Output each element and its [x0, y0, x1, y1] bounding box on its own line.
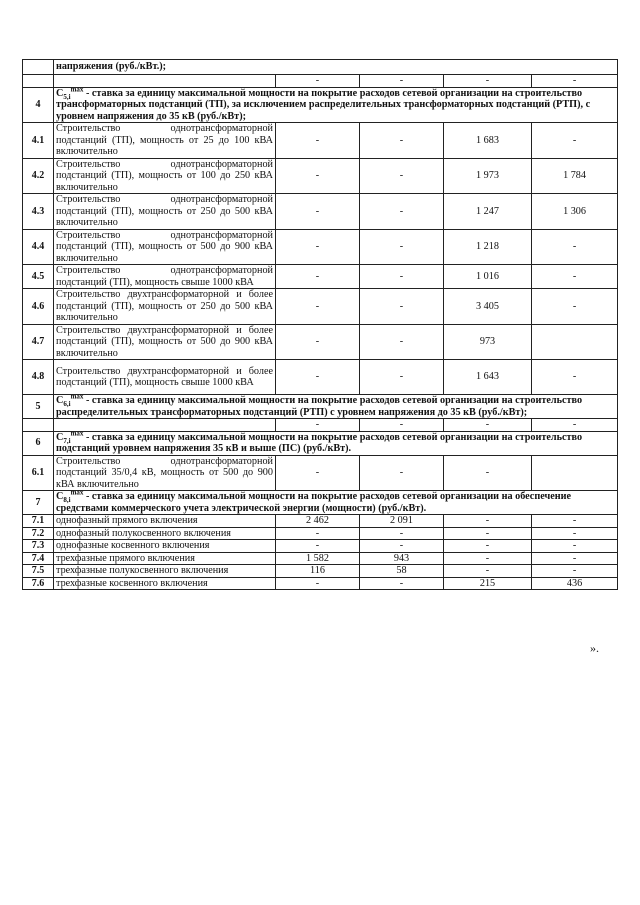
value-cell: -	[360, 527, 444, 540]
value-cell: 2 462	[276, 515, 360, 528]
top-header-text: напряжения (руб./кВт.);	[54, 60, 618, 75]
value-cell: -	[276, 194, 360, 230]
row-description: Строительство однотрансформаторной подстанций (ТП), мощность от 25 до 100 кВА включительно	[54, 123, 276, 159]
value-cell: -	[360, 265, 444, 289]
section-description: - ставка за единицу максимальной мощности на покрытие расходов сетевой организации на строительство распределительных трансформаторных подстанций (РТП) с уровнем напряжения до 35 кВ (руб./кВт);	[56, 395, 583, 418]
dash-row	[23, 419, 618, 432]
desc-cell	[54, 75, 276, 88]
value-cell: -	[532, 540, 618, 553]
row-description: Строительство двухтрансформаторной и более подстанций (ТП), мощность от 500 до 900 кВА включительно	[54, 324, 276, 360]
value-cell: 1 973	[444, 158, 532, 194]
value-cell: -	[276, 419, 360, 432]
value-cell: -	[444, 565, 532, 578]
value-cell: 973	[444, 324, 532, 360]
value-cell: 1 683	[444, 123, 532, 159]
closing-quote-mark: ».	[590, 641, 599, 655]
table-row	[23, 515, 618, 528]
table-row	[23, 540, 618, 553]
value-cell: 1 247	[444, 194, 532, 230]
table-row	[23, 289, 618, 325]
value-cell: -	[360, 540, 444, 553]
value-cell: -	[444, 75, 532, 88]
value-cell: 58	[360, 565, 444, 578]
section-header-text	[54, 87, 618, 123]
row-description: трехфазные полукосвенного включения	[54, 565, 276, 578]
rate-symbol-superscript: max	[70, 431, 84, 438]
rate-symbol-superscript: max	[70, 87, 84, 94]
row-number: 4.4	[23, 229, 54, 265]
value-cell: 3 405	[444, 289, 532, 325]
section-header-text	[54, 431, 618, 455]
value-cell: -	[360, 158, 444, 194]
table-row	[23, 194, 618, 230]
row-description: однофазный полукосвенного включения	[54, 527, 276, 540]
rate-symbol-base: C	[56, 87, 64, 99]
section-header-text	[54, 395, 618, 419]
value-cell: 2 091	[360, 515, 444, 528]
rate-symbol-subscript: 5,i	[63, 92, 71, 101]
table-row	[23, 565, 618, 578]
section-header-text	[54, 491, 618, 515]
value-cell: -	[532, 289, 618, 325]
rate-symbol	[56, 88, 83, 99]
desc-cell	[54, 419, 276, 432]
row-description: Строительство однотрансформаторной подстанций (ТП), мощность от 100 до 250 кВА включительно	[54, 158, 276, 194]
section-description: - ставка за единицу максимальной мощности на покрытие расходов сетевой организации на обеспечение средствами коммерческого учета электрической энергии (мощности) (руб./кВт).	[56, 491, 571, 514]
value-cell: 116	[276, 565, 360, 578]
value-cell: 1 582	[276, 552, 360, 565]
row-description: однофазные косвенного включения	[54, 540, 276, 553]
row-number: 7.5	[23, 565, 54, 578]
table-row	[23, 360, 618, 395]
table-row	[23, 229, 618, 265]
row-number-cell	[23, 75, 54, 88]
dash-row	[23, 75, 618, 88]
value-cell: -	[276, 265, 360, 289]
row-number: 6.1	[23, 455, 54, 491]
row-number: 7.3	[23, 540, 54, 553]
section-header-row	[23, 491, 618, 515]
rate-symbol	[56, 490, 84, 505]
row-description: Строительство однотрансформаторной подстанций (ТП), мощность от 500 до 900 кВА включительно	[54, 229, 276, 265]
rate-symbol-base: C	[56, 395, 64, 406]
value-cell: -	[444, 515, 532, 528]
row-description: Строительство однотрансформаторной подстанций (ТП), мощность от 250 до 500 кВА включительно	[54, 194, 276, 230]
value-cell: -	[444, 540, 532, 553]
row-number: 7.2	[23, 527, 54, 540]
row-description: трехфазные прямого включения	[54, 552, 276, 565]
table-row	[23, 455, 618, 491]
tariff-table-body	[23, 60, 618, 590]
row-number: 7.1	[23, 515, 54, 528]
value-cell: -	[444, 552, 532, 565]
value-cell: 943	[360, 552, 444, 565]
rate-symbol	[56, 432, 83, 443]
value-cell: -	[532, 360, 618, 395]
section-description: - ставка за единицу максимальной мощности на покрытие расходов сетевой организации на строительство трансформаторных подстанций (ТП), за исключением распределительных трансформаторных подстанций (РТП), с уровнем напряжения до 35 кВ (руб./кВт);	[56, 87, 591, 122]
value-cell: -	[532, 552, 618, 565]
rate-symbol-subscript: 6,i	[63, 400, 71, 409]
rate-symbol-base: C	[56, 491, 64, 502]
row-number: 4.8	[23, 360, 54, 395]
row-description: Строительство однотрансформаторной подстанций 35/0,4 кВ, мощность от 500 до 900 кВА включительно	[54, 455, 276, 491]
value-cell	[532, 324, 618, 360]
table-row	[23, 552, 618, 565]
section-number: 4	[23, 87, 54, 123]
table-row	[23, 577, 618, 590]
row-number: 4.5	[23, 265, 54, 289]
value-cell: -	[276, 75, 360, 88]
value-cell: -	[532, 229, 618, 265]
table-row	[23, 123, 618, 159]
value-cell: -	[360, 289, 444, 325]
section-header-row	[23, 395, 618, 419]
value-cell: -	[360, 360, 444, 395]
value-cell: -	[360, 194, 444, 230]
value-cell: -	[532, 515, 618, 528]
rate-symbol-subscript: 7,i	[63, 436, 71, 445]
table-row	[23, 324, 618, 360]
value-cell: -	[360, 123, 444, 159]
row-number-cell	[23, 419, 54, 432]
table-row	[23, 158, 618, 194]
rate-symbol-superscript: max	[70, 490, 84, 497]
tariff-table	[22, 59, 618, 590]
rate-symbol-subscript: 8,i	[63, 496, 71, 505]
value-cell: -	[444, 527, 532, 540]
value-cell: -	[276, 360, 360, 395]
row-number: 4.2	[23, 158, 54, 194]
row-description: однофазный прямого включения	[54, 515, 276, 528]
section-header-row	[23, 431, 618, 455]
value-cell: -	[444, 455, 532, 491]
section-number: 7	[23, 491, 54, 515]
value-cell: -	[276, 289, 360, 325]
value-cell: -	[532, 419, 618, 432]
value-cell: -	[276, 527, 360, 540]
row-number: 4.1	[23, 123, 54, 159]
row-description: Строительство однотрансформаторной подстанций (ТП), мощность свыше 1000 кВА	[54, 265, 276, 289]
top-header-row	[23, 60, 618, 75]
row-number: 4.3	[23, 194, 54, 230]
value-cell: -	[444, 419, 532, 432]
value-cell: -	[532, 565, 618, 578]
value-cell: 1 643	[444, 360, 532, 395]
value-cell: 1 784	[532, 158, 618, 194]
value-cell: -	[360, 419, 444, 432]
value-cell: -	[360, 324, 444, 360]
value-cell: 1 218	[444, 229, 532, 265]
value-cell: 1 016	[444, 265, 532, 289]
value-cell: -	[360, 577, 444, 590]
value-cell: -	[276, 123, 360, 159]
rate-symbol-base: C	[56, 431, 64, 443]
value-cell: -	[532, 527, 618, 540]
value-cell: -	[276, 229, 360, 265]
rate-symbol	[56, 394, 84, 409]
row-number: 7.4	[23, 552, 54, 565]
section-header-row	[23, 87, 618, 123]
section-description: - ставка за единицу максимальной мощности на покрытие расходов сетевой организации на строительство подстанций уровнем напряжения 35 кВ и выше (ПС) (руб./кВт).	[56, 431, 583, 454]
value-cell: -	[360, 75, 444, 88]
value-cell: -	[360, 229, 444, 265]
section-number: 5	[23, 395, 54, 419]
value-cell: -	[532, 265, 618, 289]
row-number: 4.7	[23, 324, 54, 360]
value-cell: 1 306	[532, 194, 618, 230]
row-number: 4.6	[23, 289, 54, 325]
row-description: трехфазные косвенного включения	[54, 577, 276, 590]
value-cell: -	[276, 540, 360, 553]
value-cell: -	[532, 75, 618, 88]
row-description: Строительство двухтрансформаторной и более подстанций (ТП), мощность от 250 до 500 кВА включительно	[54, 289, 276, 325]
table-row	[23, 527, 618, 540]
value-cell: -	[276, 455, 360, 491]
row-description: Строительство двухтрансформаторной и более подстанций (ТП), мощность свыше 1000 кВА	[54, 360, 276, 395]
section-number: 6	[23, 431, 54, 455]
value-cell: -	[276, 158, 360, 194]
value-cell	[532, 455, 618, 491]
value-cell: -	[360, 455, 444, 491]
value-cell: 215	[444, 577, 532, 590]
value-cell: 436	[532, 577, 618, 590]
value-cell: -	[532, 123, 618, 159]
table-row	[23, 265, 618, 289]
value-cell: -	[276, 324, 360, 360]
value-cell: -	[276, 577, 360, 590]
rate-symbol-superscript: max	[70, 394, 84, 401]
row-number: 7.6	[23, 577, 54, 590]
row-number-cell	[23, 60, 54, 75]
